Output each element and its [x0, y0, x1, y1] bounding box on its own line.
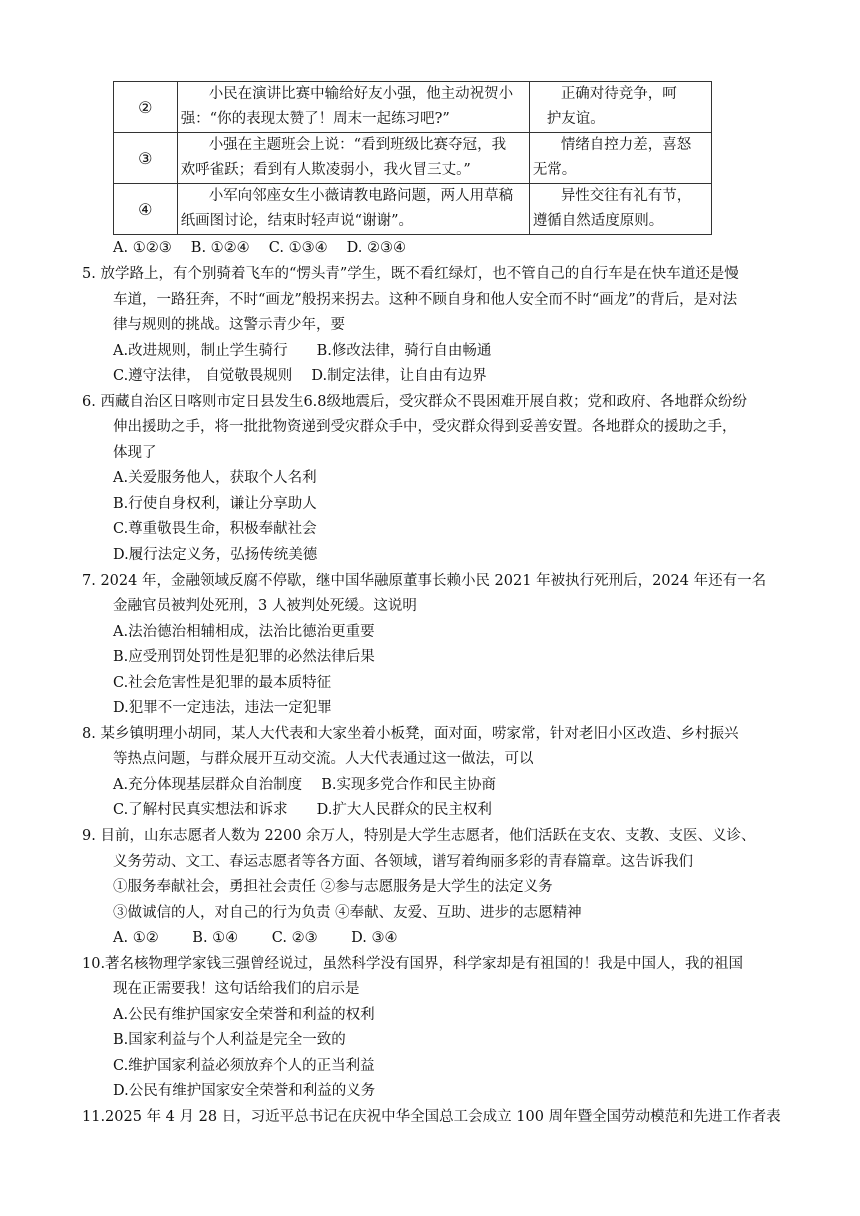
evaluation-cell: [529, 82, 711, 133]
q10-stem: 现在正需要我！这句话给我们的启示是: [113, 981, 360, 997]
scenario-line: 欢呼雀跃；看到有人欺凌弱小，我火冒三丈。”: [180, 162, 471, 178]
q4-options: A. ①②③ B. ①②④ C. ①③④ D. ②③④: [113, 240, 407, 256]
evaluation-line: 遵循自然适度原则。: [532, 213, 664, 229]
q5-options: A.改进规则，制止学生骑行 B.修改法律，骑行自由畅通: [113, 343, 492, 359]
q10-option: D.公民有维护国家安全荣誉和利益的义务: [113, 1083, 376, 1099]
q9-statements: ①服务奉献社会，勇担社会责任 ②参与志愿服务是大学生的法定义务: [113, 879, 553, 895]
evaluation-cell: [529, 133, 711, 184]
q9-options: A. ①② B. ①④ C. ②③ D. ③④: [113, 930, 398, 946]
table-row: [114, 133, 712, 184]
q6-option: A.关爱服务他人，获取个人名利: [113, 470, 317, 486]
q6-option: B.行使自身权利，谦让分享助人: [113, 496, 317, 512]
scenario-line: 强：“你的表现太赞了！周末一起练习吧?”: [180, 111, 450, 127]
q9-stem: 9. 目前，山东志愿者人数为 2200 余万人，特别是大学生志愿者，他们活跃在支农、支教、支医、义诊、: [82, 828, 756, 844]
q7-stem: 金融官员被判处死刑，3 人被判处死缓。这说明: [113, 598, 417, 614]
scenario-line: 纸画图讨论，结束时轻声说“谢谢”。: [180, 213, 414, 229]
q9-statements: ③做诚信的人，对自己的行为负责 ④奉献、友爱、互助、进步的志愿精神: [113, 905, 582, 921]
q5-stem: 5. 放学路上，有个别骑着飞车的“愣头青”学生，既不看红绿灯，也不管自己的自行车是在快车道还是慢: [82, 266, 739, 282]
row-number: ④: [114, 184, 178, 235]
evaluation-line: 异性交往有礼有节，: [560, 188, 692, 204]
q10-stem: 10.著名核物理学家钱三强曾经说过，虽然科学没有国界，科学家却是有祖国的！我是中国人，我的祖国: [82, 956, 744, 972]
evaluation-line: 正确对待竞争，呵: [560, 86, 677, 102]
row-number: ③: [114, 133, 178, 184]
q8-options: C.了解村民真实想法和诉求 D.扩大人民群众的民主权利: [113, 802, 492, 818]
q8-stem: 8. 某乡镇明理小胡同，某人大代表和大家坐着小板凳，面对面，唠家常，针对老旧小区改造、乡村振兴: [82, 726, 739, 742]
scenario-cell: [177, 184, 529, 235]
q8-options: A.充分体现基层群众自治制度 B.实现多党合作和民主协商: [113, 777, 496, 793]
answer-table: [113, 81, 712, 235]
q5-stem: 车道，一路狂奔，不时“画龙”般拐来拐去。这种不顾自身和他人安全而不时“画龙”的背后，是对法: [113, 292, 738, 308]
q11-stem: 11.2025 年 4 月 28 日，习近平总书记在庆祝中华全国总工会成立 100 周年暨全国劳动模范和先进工作者表: [82, 1109, 781, 1125]
q7-option: B.应受刑罚处罚性是犯罪的必然法律后果: [113, 649, 375, 665]
q6-option: C.尊重敬畏生命，积极奉献社会: [113, 521, 317, 537]
scenario-line: 小强在主题班会上说：“看到班级比赛夺冠，我: [208, 137, 507, 153]
q6-stem: 伸出援助之手，将一批批物资递到受灾群众手中，受灾群众得到妥善安置。各地群众的援助之手，: [113, 419, 737, 435]
scenario-line: 小军向邻座女生小薇请教电路问题，两人用草稿: [208, 188, 514, 204]
evaluation-line: 无常。: [532, 162, 577, 178]
q7-option: D.犯罪不一定违法，违法一定犯罪: [113, 700, 332, 716]
scenario-cell: [177, 82, 529, 133]
q5-stem: 律与规则的挑战。这警示青少年，要: [113, 317, 345, 333]
q5-options: C.遵守法律， 自觉敬畏规则 D.制定法律，让自由有边界: [113, 368, 487, 384]
q6-stem: 体现了: [113, 445, 157, 461]
q10-option: A.公民有维护国家安全荣誉和利益的权利: [113, 1007, 375, 1023]
scenario-cell: [177, 133, 529, 184]
q7-option: A.法治德治相辅相成，法治比德治更重要: [113, 624, 375, 640]
q6-option: D.履行法定义务，弘扬传统美德: [113, 547, 318, 563]
q6-stem: 6. 西藏自治区日喀则市定日县发生6.8级地震后，受灾群众不畏困难开展自救；党和政府、各地群众纷纷: [82, 394, 747, 410]
row-number: ②: [114, 82, 178, 133]
q7-option: C.社会危害性是犯罪的最本质特征: [113, 675, 332, 691]
table-row: [114, 184, 712, 235]
q10-option: C.维护国家利益必须放弃个人的正当利益: [113, 1058, 375, 1074]
q7-stem: 7. 2024 年，金融领域反腐不停歇，继中国华融原董事长赖小民 2021 年被执行死刑后，2024 年还有一名: [82, 573, 767, 589]
q8-stem: 等热点问题，与群众展开互动交流。人大代表通过这一做法，可以: [113, 751, 534, 767]
evaluation-line: 情绪自控力差，喜怒: [560, 137, 692, 153]
table-row: [114, 82, 712, 133]
q10-option: B.国家利益与个人利益是完全一致的: [113, 1032, 346, 1048]
q9-stem: 义务劳动、文工、春运志愿者等各方面、各领域，谱写着绚丽多彩的青春篇章。这告诉我们: [113, 854, 693, 870]
evaluation-cell: [529, 184, 711, 235]
scenario-line: 小民在演讲比赛中输给好友小强，他主动祝贺小: [208, 86, 514, 102]
evaluation-line: 护友谊。: [546, 111, 605, 127]
